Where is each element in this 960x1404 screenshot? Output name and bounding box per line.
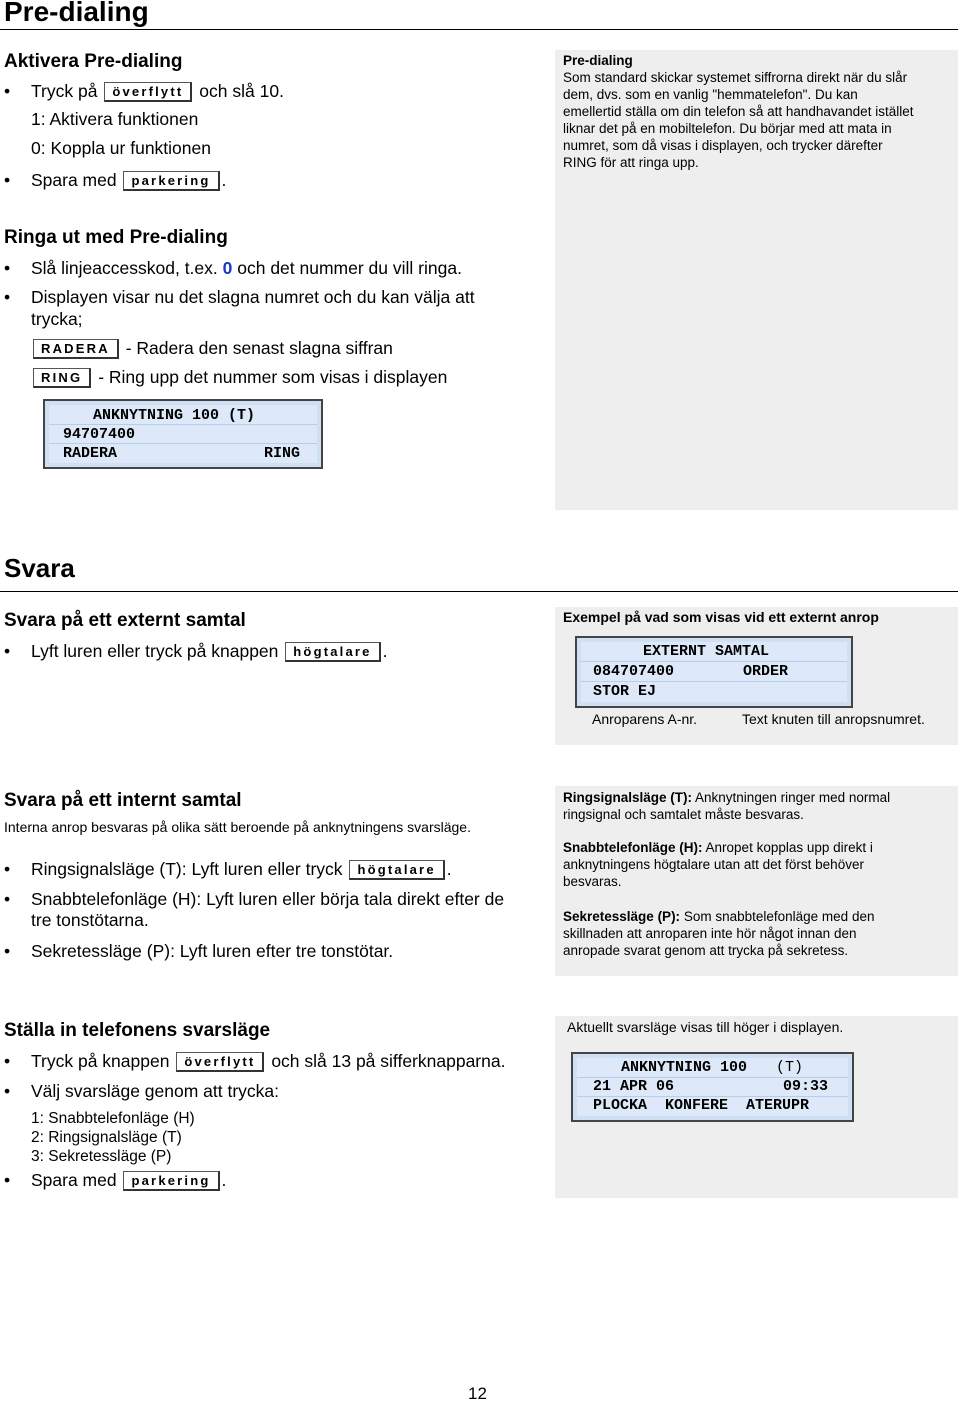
display-softkey: RADERA — [63, 445, 118, 462]
item-text: Spara med — [31, 170, 117, 190]
item-text: Sekretessläge (P): Lyft luren efter tre tonstötar. — [31, 941, 394, 961]
display-line: 21 APR 06 — [593, 1078, 675, 1095]
item-text: tre tonstötarna. — [31, 910, 149, 930]
bullet-icon: • — [4, 258, 11, 278]
key-desc-ring: RING - Ring upp det nummer som visas i displayen — [31, 367, 447, 388]
phone-display-predial — [43, 399, 323, 469]
phone-display-external — [575, 636, 853, 708]
side-text: liknar det på en mobiltelefon. Du börjar med att mata in — [563, 121, 892, 136]
bullet-icon: • — [4, 1051, 11, 1071]
side-text: Som standard skickar systemet siffrorna direkt när du slår — [563, 70, 908, 85]
display-line: ORDER — [743, 663, 789, 680]
item-text: Displayen visar nu det slagna numret och du kan välja att — [31, 287, 475, 307]
item-text: Tryck på knappen — [31, 1051, 170, 1071]
title-rule — [0, 29, 958, 30]
display-softkeys: PLOCKA KONFERE ATERUPR — [593, 1097, 810, 1114]
side-text: besvaras. — [563, 874, 622, 889]
key-overflytt: överflytt — [104, 82, 192, 102]
bullet-icon: • — [4, 81, 11, 101]
side-title: Exempel på vad som visas vid ett externt anrop — [563, 609, 879, 625]
subsection-heading-internt: Svara på ett internt samtal — [4, 790, 242, 811]
display-line: ANKNYTNING 100 — [621, 1059, 748, 1076]
key-radera: RADERA — [33, 339, 119, 359]
side-text: Aktuellt svarsläge visas till höger i displayen. — [567, 1019, 844, 1035]
side-text: numret, som då visas i displayen, och trycker därefter — [563, 138, 883, 153]
item-text: Snabbtelefonläge (H): Lyft luren eller börja tala direkt efter de — [31, 889, 505, 909]
item-text: Slå linjeaccesskod, t.ex. — [31, 258, 218, 278]
option-1: 1: Snabbtelefonläge (H) — [31, 1110, 195, 1127]
display-line: 084707400 — [593, 663, 675, 680]
key-parkering: parkering — [123, 171, 219, 191]
side-title: Pre-dialing — [563, 53, 633, 68]
bullet-icon: • — [4, 641, 11, 661]
item-text: Lyft luren eller tryck på knappen — [31, 641, 279, 661]
side-text: Ringsignalsläge (T): Anknytningen ringer med normal — [563, 790, 891, 805]
key-hogtalare: högtalare — [349, 860, 444, 880]
subsection-heading-svarslage: Ställa in telefonens svarsläge — [4, 1020, 271, 1041]
section-rule — [0, 591, 958, 592]
side-text: dem, dvs. som en vanlig "hemmatelefon". Du kan — [563, 87, 858, 102]
item-text: Tryck på — [31, 81, 98, 101]
display-line: ANKNYTNING 100 (T) — [93, 407, 256, 424]
item-text: Välj svarsläge genom att trycka: — [31, 1081, 280, 1101]
key-parkering: parkering — [123, 1171, 219, 1191]
intro-text: Interna anrop besvaras på olika sätt beroende på anknytningens svarsläge. — [4, 819, 471, 835]
display-time: 09:33 — [783, 1078, 829, 1095]
side-text: skillnaden att anroparen inte hör något innan den — [563, 926, 857, 941]
side-text: Snabbtelefonläge (H): Anropet kopplas upp direkt i — [563, 840, 873, 855]
display-line: 94707400 — [63, 426, 136, 443]
page-title: Pre-dialing — [4, 0, 149, 27]
item-text: och det nummer du vill ringa. — [237, 258, 462, 278]
item-text: Spara med — [31, 1170, 117, 1190]
key-hogtalare: högtalare — [285, 642, 380, 662]
display-softkey: RING — [264, 445, 301, 462]
side-panel-externt — [555, 607, 958, 745]
side-panel-aktuellt — [555, 1016, 958, 1198]
subsection-heading-externt: Svara på ett externt samtal — [4, 610, 246, 631]
bullet-icon: • — [4, 889, 11, 909]
item-text: . — [221, 170, 227, 190]
option-0: 0: Koppla ur funktionen — [31, 138, 211, 158]
item-text: trycka; — [31, 309, 83, 329]
page-number: 12 — [468, 1384, 487, 1403]
display-line: STOR EJ — [593, 683, 657, 700]
bullet-icon: • — [4, 859, 11, 879]
side-text: Sekretessläge (P): Som snabbtelefonläge med den — [563, 909, 875, 924]
bullet-icon: • — [4, 941, 11, 961]
display-line: EXTERNT SAMTAL — [643, 643, 770, 660]
side-panel-svarslagen — [555, 786, 958, 976]
key-overflytt: överflytt — [176, 1052, 264, 1072]
key-ring: RING — [33, 368, 91, 388]
section-title-svara: Svara — [4, 553, 75, 583]
side-text: anropade svarat genom att trycka på sekretess. — [563, 943, 849, 958]
item-text: och slå 13 på sifferknapparna. — [271, 1051, 506, 1071]
bullet-icon: • — [4, 170, 11, 190]
access-code: 0 — [222, 258, 233, 278]
side-text: anknytningens högtalare utan att det först behöver — [563, 857, 864, 872]
item-text: Ringsignalsläge (T): Lyft luren eller tryck — [31, 859, 343, 879]
section-heading-aktivera: Aktivera Pre-dialing — [4, 51, 183, 72]
side-text: RING för att ringa upp. — [563, 155, 699, 170]
option-3: 3: Sekretessläge (P) — [31, 1148, 172, 1165]
bullet-icon: • — [4, 287, 11, 307]
bullet-icon: • — [4, 1081, 11, 1101]
phone-display-svarslage — [571, 1052, 854, 1122]
caption: Anroparens A-nr. — [592, 711, 698, 727]
section-heading-ringa-ut: Ringa ut med Pre-dialing — [4, 227, 228, 248]
caption: Text knuten till anropsnumret. — [742, 711, 925, 727]
side-text: emellertid ställa om din telefon så att handhavandet istället — [563, 104, 914, 119]
option-1: 1: Aktivera funktionen — [31, 109, 199, 129]
key-desc-radera: RADERA - Radera den senast slagna siffran — [31, 338, 393, 359]
display-mode: (T) — [776, 1059, 804, 1076]
side-text: ringsignal och samtalet måste besvaras. — [563, 807, 804, 822]
item-text: och slå 10. — [199, 81, 284, 101]
option-2: 2: Ringsignalsläge (T) — [31, 1129, 182, 1146]
side-panel-predialing — [555, 50, 958, 510]
bullet-icon: • — [4, 1170, 11, 1190]
